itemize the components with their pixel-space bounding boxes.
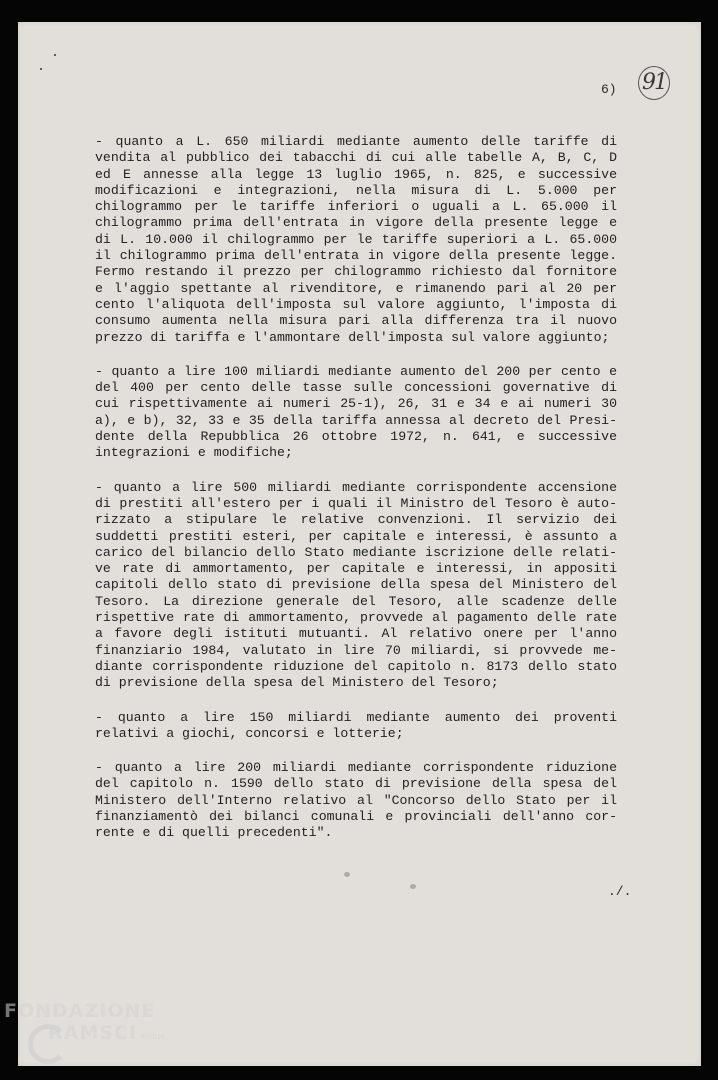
paper-mark — [40, 68, 42, 70]
paragraph — [95, 480, 617, 692]
paragraph — [95, 760, 617, 841]
watermark-line1: FONDAZIONE — [4, 1000, 156, 1022]
paragraph — [95, 134, 617, 346]
text-line: finanziario 1984, valutato in lire 70 miliardi, si provvede me- — [95, 642, 617, 658]
archive-stamp-number: 91 — [638, 66, 670, 100]
watermark-line2-wrap — [4, 1022, 165, 1048]
text-line: prezzo di tariffa e l'ammontare dell'imposta sul valore aggiunto; — [95, 329, 610, 345]
text-line: - quanto a lire 200 miliardi mediante corrispondente riduzione — [95, 760, 617, 776]
text-line: a favore degli istituti mutuanti. Al relativo onere per l'anno — [95, 626, 617, 642]
paper-mark — [54, 54, 56, 56]
text-line: integrazioni e modifiche; — [95, 445, 293, 461]
text-line: chilogrammo per le tariffe inferiori o uguali a L. 65.000 il — [95, 199, 617, 215]
text-line: di prestiti all'estero per i quali il Ministro del Tesoro è auto- — [95, 495, 617, 511]
text-line: vendita al pubblico dei tabacchi di cui alle tabelle A, B, C, D — [95, 150, 617, 166]
text-line: - quanto a lire 100 miliardi mediante aumento del 200 per cento e — [95, 363, 617, 379]
text-line: Tesoro. La direzione generale del Tesoro, alle scadenze delle — [95, 593, 617, 609]
text-line: rispettive rate di ammortamento, provvede al pagamento delle rate — [95, 610, 617, 626]
watermark-onlus: onlus — [140, 1032, 166, 1042]
text-line: relativi a giochi, concorsi e lotterie; — [95, 725, 404, 741]
text-line: suddetti prestiti esteri, per capitale e interessi, è assunto a — [95, 528, 617, 544]
paper-speck — [344, 872, 350, 877]
archive-watermark — [4, 1000, 165, 1048]
text-line: cui rispettivamente ai numeri 25-1), 26, 31 e 34 e ai numeri 30 — [95, 396, 617, 412]
text-line: di L. 10.000 il chilogrammo per le tariffe superiori a L. 65.000 — [95, 231, 617, 247]
text-line: modificazioni e integrazioni, nella misura di L. 5.000 per — [95, 182, 617, 198]
text-line: - quanto a lire 150 miliardi mediante aumento dei proventi — [95, 709, 617, 725]
text-line: consumo aumenta nella misura pari alla differenza tra il nuovo — [95, 313, 617, 329]
text-line: il chilogrammo prima dell'entrata in vigore della presente legge. — [95, 248, 617, 264]
text-line: chilogrammo prima dell'entrata in vigore della presente legge e — [95, 215, 617, 231]
text-line: di previsione della spesa del Ministero del Tesoro; — [95, 675, 499, 691]
text-line: cento l'aliquota dell'imposta sul valore aggiunto, l'imposta di — [95, 296, 617, 312]
text-line: dente della Repubblica 26 ottobre 1972, n. 641, e successive — [95, 429, 617, 445]
paper-speck — [410, 884, 416, 889]
text-line: del capitolo n. 1590 dello stato di previsione della spesa del — [95, 776, 617, 792]
text-line: capitoli dello stato di previsione della spesa del Ministero del — [95, 577, 617, 593]
watermark-line2: RAMSCI — [48, 1022, 137, 1044]
text-line: carico del bilancio dello Stato mediante iscrizione delle relati- — [95, 544, 617, 560]
text-line: ve rate di ammortamento, per capitale e interessi, in appositi — [95, 561, 617, 577]
text-line: rente e di quelli precedenti". — [95, 825, 333, 841]
text-line: finanziamentò dei bilanci comunali e provinciali dell'anno cor- — [95, 808, 617, 824]
text-line: del 400 per cento delle tasse sulle concessioni governative di — [95, 380, 617, 396]
text-line: - quanto a L. 650 miliardi mediante aumento delle tariffe di — [95, 134, 617, 149]
text-line: a), e b), 32, 33 e 35 della tariffa annessa al decreto del Presi- — [95, 412, 617, 428]
text-line: Ministero dell'Interno relativo al "Concorso dello Stato per il — [95, 792, 617, 808]
document-page — [18, 22, 701, 1066]
text-line: ed E annesse alla legge 13 luglio 1965, n. 825, e successive — [95, 166, 617, 182]
text-line: rizzato a stipulare le relative convenzioni. Il servizio dei — [95, 512, 617, 528]
continuation-mark: ./. — [608, 884, 632, 899]
text-line: diante corrispondente riduzione del capitolo n. 8173 dello stato — [95, 658, 617, 674]
document-body — [95, 134, 617, 860]
text-line: - quanto a lire 500 miliardi mediante corrispondente accensione — [95, 479, 617, 495]
paragraph — [95, 710, 617, 743]
page-number: 6) — [601, 82, 617, 97]
text-line: Fermo restando il prezzo per chilogrammo richiesto dal fornitore — [95, 264, 617, 280]
paragraph — [95, 364, 617, 462]
text-line: e l'aggio spettante al rivenditore, e rimanendo pari al 20 per — [95, 280, 617, 296]
